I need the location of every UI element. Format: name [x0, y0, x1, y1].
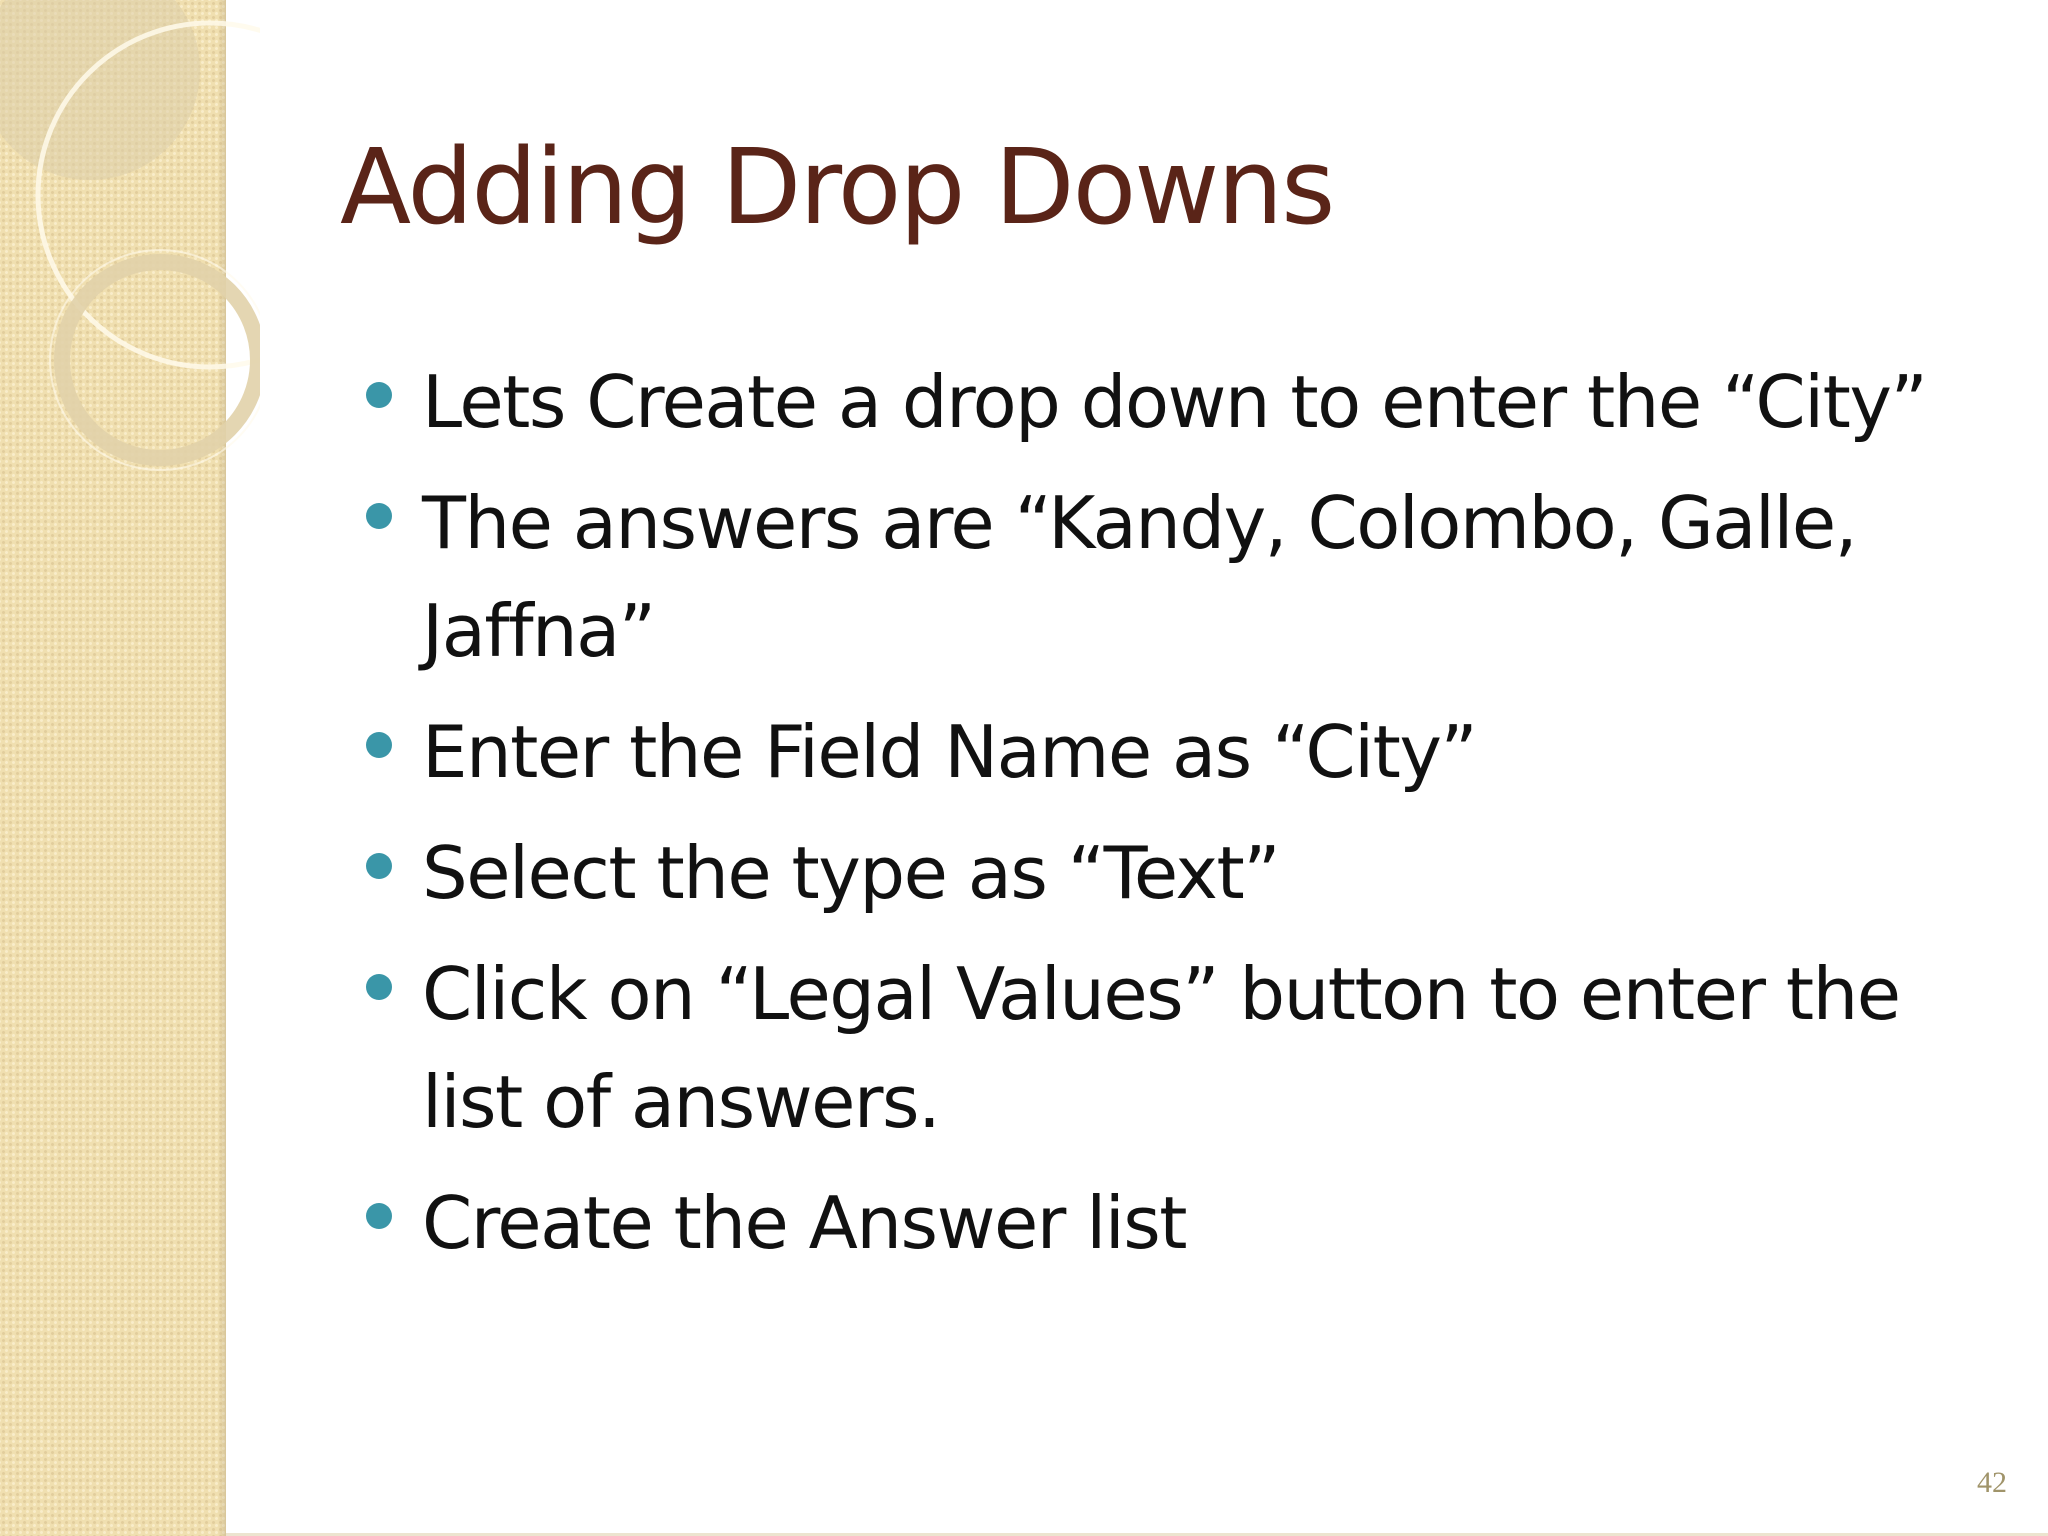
bullet-dot-icon [366, 503, 392, 529]
bullet-text: Click on “Legal Values” button to enter the list of answers. [422, 952, 1900, 1144]
bullet-item [366, 469, 1976, 685]
bullet-dot-icon [366, 732, 392, 758]
bullet-item [366, 819, 1976, 927]
bullet-text: Select the type as “Text” [422, 831, 1280, 915]
bullet-dot-icon [366, 382, 392, 408]
bullet-text: The answers are “Kandy, Colombo, Galle, Jaffna” [422, 481, 1857, 673]
page-number: 42 [1977, 1466, 2007, 1499]
bullet-item [366, 940, 1976, 1156]
bullet-item [366, 1169, 1976, 1277]
bullet-dot-icon [366, 853, 392, 879]
slide-title: Adding Drop Downs [340, 126, 1334, 248]
decorative-circles [0, 0, 260, 520]
bullet-text: Enter the Field Name as “City” [422, 710, 1477, 794]
bullet-item [366, 348, 1976, 456]
bullet-text: Create the Answer list [422, 1181, 1186, 1265]
bullet-list [366, 348, 1976, 1290]
bullet-dot-icon [366, 974, 392, 1000]
bullet-text: Lets Create a drop down to enter the “City” [422, 360, 1927, 444]
bullet-dot-icon [366, 1203, 392, 1229]
bullet-item [366, 698, 1976, 806]
